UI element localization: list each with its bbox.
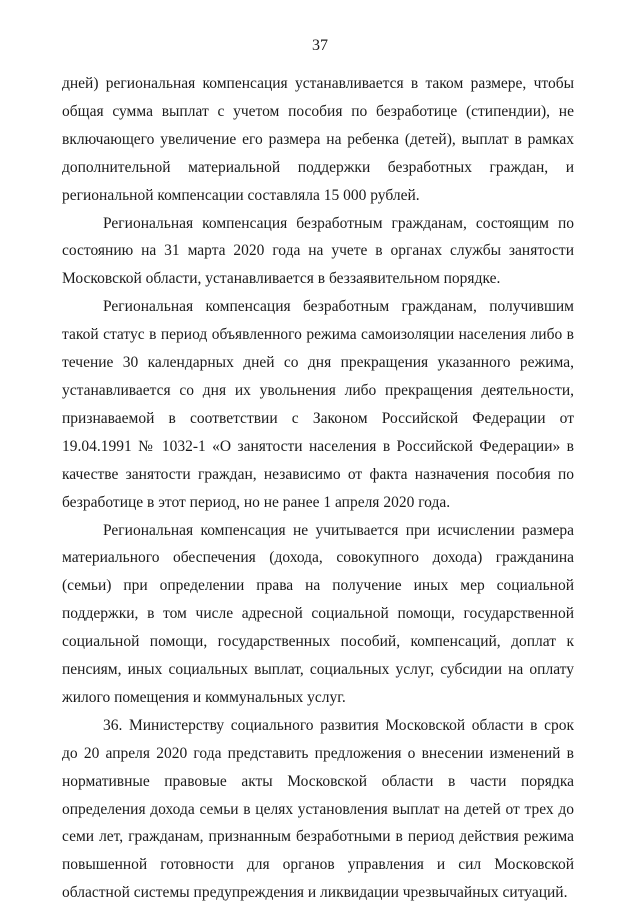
paragraph-compensation-not-counted: Региональная компенсация не учитывается при исчислении размера материального обеспечения (дохода, совокупного дохода) гражданина (семьи) при определении права на получение иных мер социальной поддержки, в том числе адресной социальной помощи, государственной социальной помощи, государственных пособий, компенсаций, доплат к пенсиям, иных социальных выплат, социальных услуг, субсидии на оплату жилого помещения и коммунальных услуг. bbox=[62, 521, 574, 706]
paragraph-compensation-new-status: Региональная компенсация безработным гражданам, получившим такой статус в период объявленного режима самоизоляции населения либо в течение 30 календарных дней со дня прекращения указанного режима, устанавливается со дня их увольнения либо прекращения деятельности, признаваемой в соответствии с Законом Российской Федерации от 19.04.1991 № 1032-1 «О занятости населения в Российской Федерации» в качестве занятости граждан, независимо от факта назначения пособия по безработице в этот период, но не ранее 1 апреля 2020 года. bbox=[62, 298, 574, 511]
page-number: 37 bbox=[312, 37, 328, 54]
paragraph-item-36: 36. Министерству социального развития Московской области в срок до 20 апреля 2020 года представить предложения о внесении изменений в нормативные правовые акты Московской области в части порядка определения дохода семьи в целях установления выплат на детей от трех до семи лет, гражданам, признанным безработными в период действия режима повышенной готовности для органов управления и сил Московской областной системы предупреждения и ликвидации чрезвычайных ситуаций. bbox=[62, 716, 574, 902]
paragraph-compensation-without-application: Региональная компенсация безработным гражданам, состоящим по состоянию на 31 марта 2020 года на учете в органах службы занятости Московской области, устанавливается в беззаявительном порядке. bbox=[62, 214, 574, 288]
document-body bbox=[62, 70, 574, 907]
paragraph-continuation: дней) региональная компенсация устанавливается в таком размере, чтобы общая сумма выплат с учетом пособия по безработице (стипендии), не включающего увеличение его размера на ребенка (детей), выплат в рамках дополнительной материальной поддержки безработных граждан, и региональной компенсации составляла 15 000 рублей. bbox=[62, 75, 574, 204]
